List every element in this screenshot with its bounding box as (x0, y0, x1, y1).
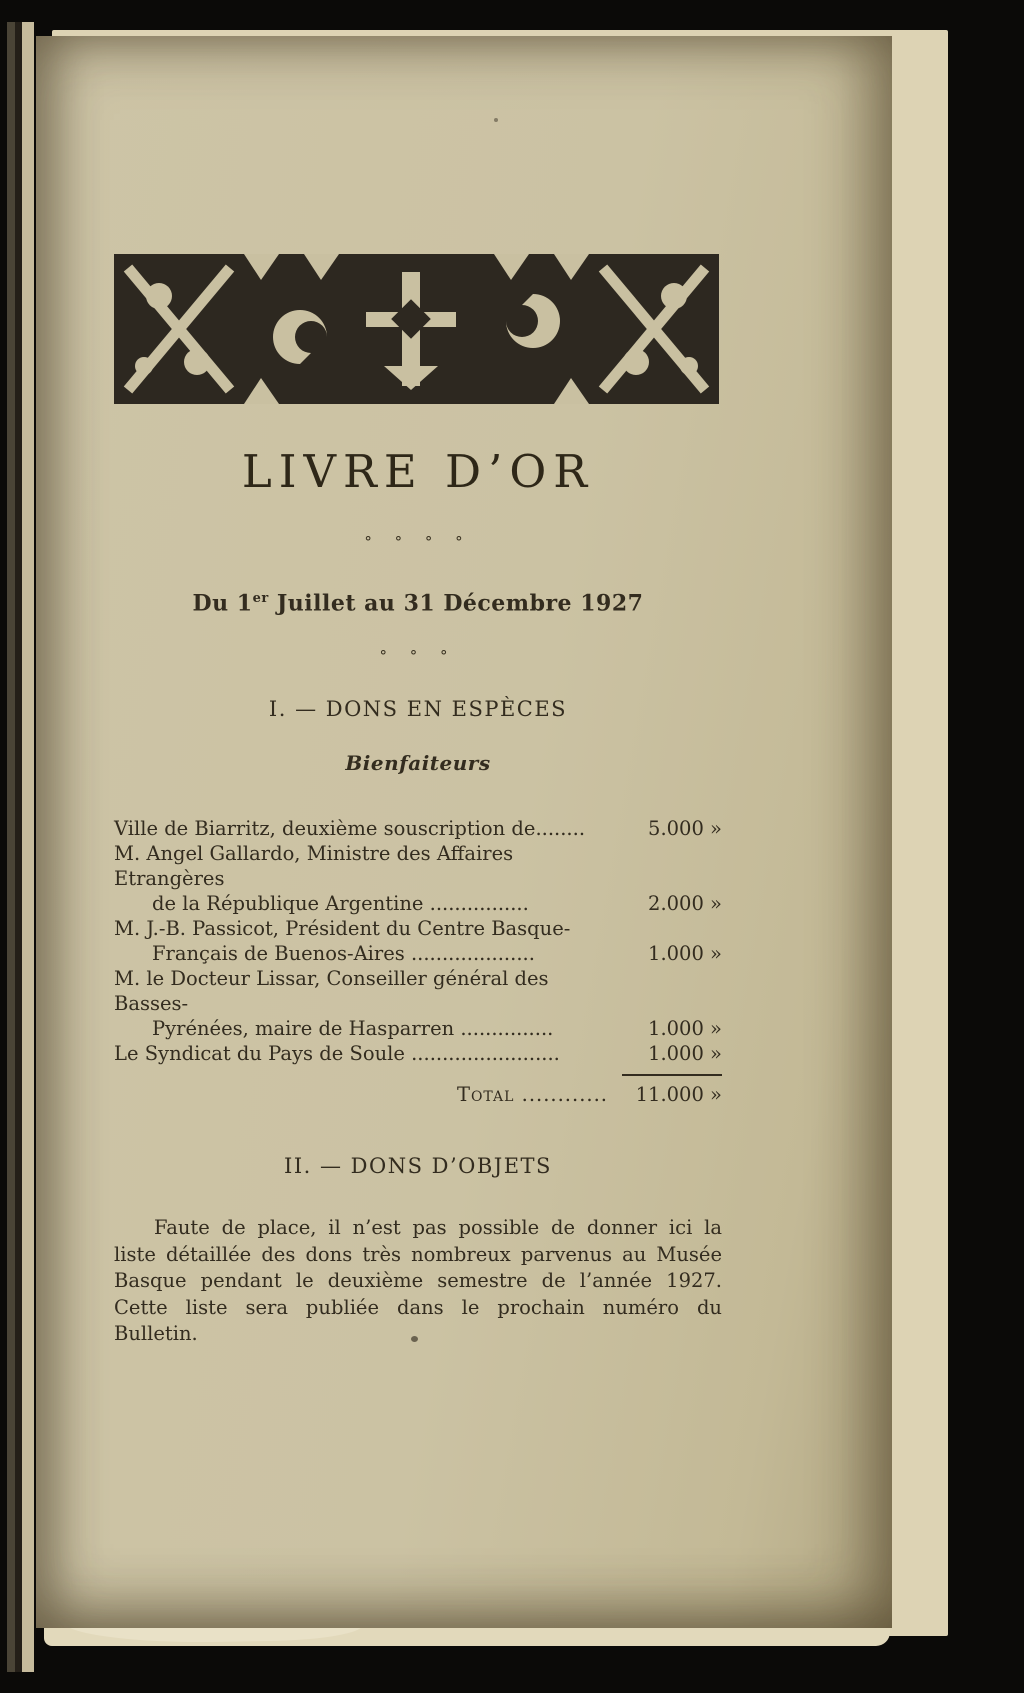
book-page-edge (22, 22, 34, 1672)
book-page-edge (7, 22, 15, 1672)
dons-objets-paragraph: Faute de place, il n’est pas possible de donner ici la liste détaillée des dons très nombreux parvenus au Musée Basque pendant le deuxième semestre de l’année 1927. Cette liste sera publiée dans le prochain numéro du Bulletin. (114, 1216, 722, 1346)
page-title: LIVRE D’OR (241, 445, 595, 498)
date-range-prefix: Du 1 (192, 590, 253, 617)
donor-line: M. J.-B. Passicot, Président du Centre Basque- (114, 917, 571, 941)
date-range-heading (114, 586, 722, 616)
donation-entry (114, 841, 722, 916)
ornament-dots: ° ° ° (379, 647, 457, 666)
donor-line: Ville de Biarritz, deuxième souscription de........ (114, 817, 586, 841)
donation-amount: 1.000 » (648, 1017, 722, 1041)
donor-text (114, 1041, 622, 1066)
donation-amount: 1.000 » (648, 1042, 722, 1066)
date-range-ordinal: er (252, 591, 269, 606)
book-page-edge (15, 22, 22, 1672)
total-row (114, 1082, 722, 1107)
donation-entry (114, 916, 722, 966)
donor-line: de la République Argentine ................ (152, 892, 529, 916)
page-content (114, 36, 722, 1348)
donor-line: Français de Buenos-Aires .................... (152, 942, 535, 966)
donor-line: M. Angel Gallardo, Ministre des Affaires Etrangères (114, 842, 514, 891)
donor-list (114, 816, 722, 1107)
section-heading-dons-especes: I. — DONS EN ESPÈCES (268, 697, 568, 722)
subheading-bienfaiteurs: Bienfaiteurs (345, 751, 491, 776)
donor-text (114, 841, 622, 916)
donor-line: Pyrénées, maire de Hasparren ............... (152, 1017, 554, 1041)
book-page (36, 36, 892, 1628)
donor-line: Le Syndicat du Pays de Soule ........................ (114, 1042, 560, 1066)
donation-entry (114, 1041, 722, 1066)
donation-amount: 2.000 » (648, 892, 722, 916)
donation-amount: 5.000 » (648, 817, 722, 841)
ornament-dots: ° ° ° ° (364, 533, 472, 551)
donor-text (114, 916, 622, 966)
donor-line: M. le Docteur Lissar, Conseiller général des Basses- (114, 967, 549, 1016)
total-rule (622, 1074, 722, 1076)
donation-amount: 1.000 » (648, 942, 722, 966)
donor-text (114, 816, 622, 841)
donor-text (114, 966, 622, 1041)
section-heading-dons-objets: II. — DONS D’OBJETS (284, 1154, 552, 1179)
total-label: Total ............ (456, 1083, 608, 1107)
date-range-rest: Juillet au 31 Décembre 1927 (268, 590, 644, 617)
donation-entry (114, 816, 722, 841)
woodcut-ornament-band-icon (114, 254, 719, 404)
total-amount: 11.000 » (635, 1083, 722, 1107)
donation-entry (114, 966, 722, 1041)
